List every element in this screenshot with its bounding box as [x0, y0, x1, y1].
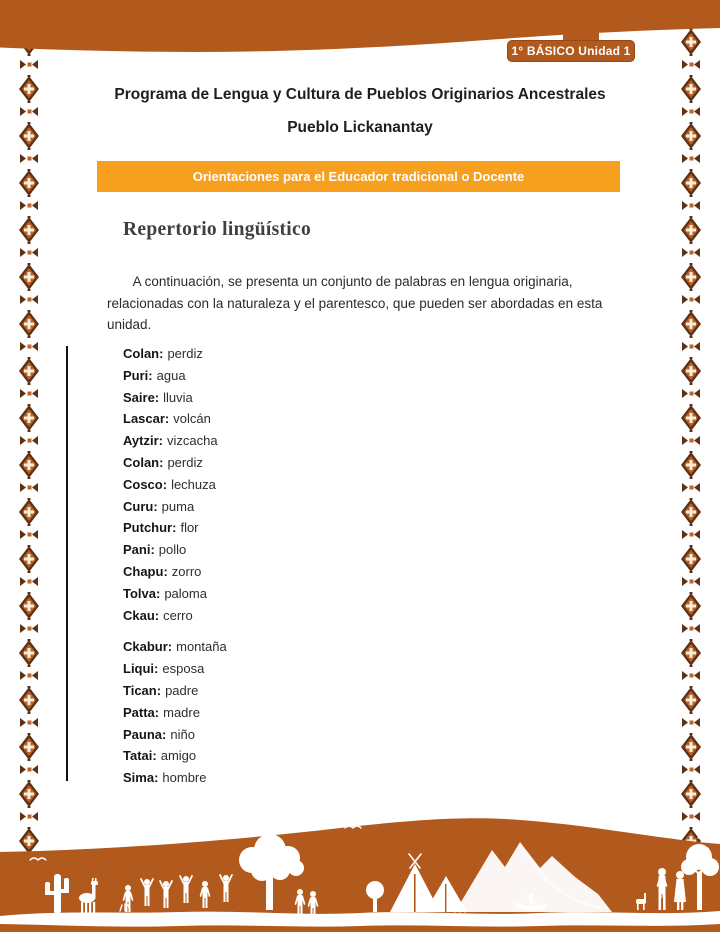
vocab-definition: paloma [164, 585, 207, 601]
vocab-term: Cosco: [123, 476, 168, 492]
vocab-definition: flor [180, 520, 199, 536]
title-line-2: Pueblo Lickanantay [287, 119, 433, 136]
vocabulary-group-nature [123, 343, 227, 626]
vocab-row [123, 724, 227, 746]
vocab-row [123, 474, 227, 496]
vocab-term: Lascar: [123, 411, 170, 427]
vocab-definition: lechuza [171, 476, 216, 492]
vocab-term: Saire: [123, 389, 160, 405]
vocab-term: Putchur: [123, 520, 177, 536]
vocab-row [123, 343, 227, 365]
title-line-1: Programa de Lengua y Cultura de Pueblos Originarios Ancestrales [114, 86, 606, 103]
vocab-row [123, 517, 227, 539]
vocab-definition: montaña [176, 639, 227, 655]
vocab-row [123, 561, 227, 583]
vertical-rule [66, 346, 68, 781]
vocab-definition: niño [170, 726, 195, 742]
vocab-term: Pani: [123, 542, 155, 558]
vocab-term: Tolva: [123, 585, 161, 601]
document-title [90, 86, 630, 137]
vocab-definition: esposa [162, 661, 205, 677]
vocab-row [123, 605, 227, 627]
vocab-definition: perdiz [167, 454, 203, 470]
vocab-term: Ckau: [123, 607, 160, 623]
vocab-definition: volcán [173, 411, 211, 427]
vocabulary-group-kinship [123, 636, 227, 789]
vocab-term: Chapu: [123, 563, 168, 579]
vocab-term: Tican: [123, 682, 162, 698]
vocab-term: Tatai: [123, 748, 157, 764]
vocab-term: Pauna: [123, 726, 167, 742]
vocab-definition: agua [156, 367, 186, 383]
bottom-landscape-illustration [0, 812, 720, 932]
vocab-term: Ckabur: [123, 639, 173, 655]
vocab-definition: amigo [160, 748, 197, 764]
vocab-term: Curu: [123, 498, 158, 514]
vocab-term: Sima: [123, 770, 159, 786]
intro-paragraph: A continuación, se presenta un conjunto de palabras en lengua originaria, relacionadas con la naturaleza y el parentesco, que pueden ser abordadas en esta unidad. [107, 274, 603, 332]
orientation-banner: Orientaciones para el Educador tradicional o Docente [97, 161, 620, 192]
vocab-row [123, 496, 227, 518]
vocab-definition: zorro [171, 563, 202, 579]
vocab-row [123, 387, 227, 409]
vocab-term: Aytzir: [123, 433, 163, 449]
vocab-definition: pollo [158, 542, 187, 558]
unit-badge: 1° BÁSICO Unidad 1 [507, 40, 635, 62]
vocabulary-list [123, 343, 227, 789]
vocab-definition: lluvia [163, 389, 193, 405]
vocab-row [123, 430, 227, 452]
andean-border-right [680, 28, 702, 860]
vocab-row [123, 702, 227, 724]
vocab-row [123, 636, 227, 658]
vocab-row [123, 658, 227, 680]
vocab-row [123, 583, 227, 605]
vocab-row [123, 539, 227, 561]
vocab-row [123, 408, 227, 430]
vocab-term: Puri: [123, 367, 153, 383]
vocab-row [123, 452, 227, 474]
vocab-definition: padre [165, 682, 199, 698]
vocab-definition: perdiz [167, 346, 203, 361]
vocab-definition: puma [161, 498, 195, 514]
vocab-row [123, 680, 227, 702]
andean-border-left [18, 28, 40, 860]
vocab-term: Liqui: [123, 661, 159, 677]
vocab-definition: hombre [162, 770, 207, 786]
vocab-term: Colan: [123, 454, 164, 470]
vocab-definition: madre [163, 704, 200, 720]
vocab-definition: cerro [163, 607, 193, 623]
section-heading: Repertorio lingüístico [123, 219, 312, 240]
vocab-term: Patta: [123, 704, 160, 720]
vocab-definition: vizcacha [166, 433, 218, 449]
vocab-row [123, 745, 227, 767]
vocab-row [123, 767, 227, 789]
vocab-term: Colan: [123, 346, 164, 361]
vocab-row [123, 365, 227, 387]
